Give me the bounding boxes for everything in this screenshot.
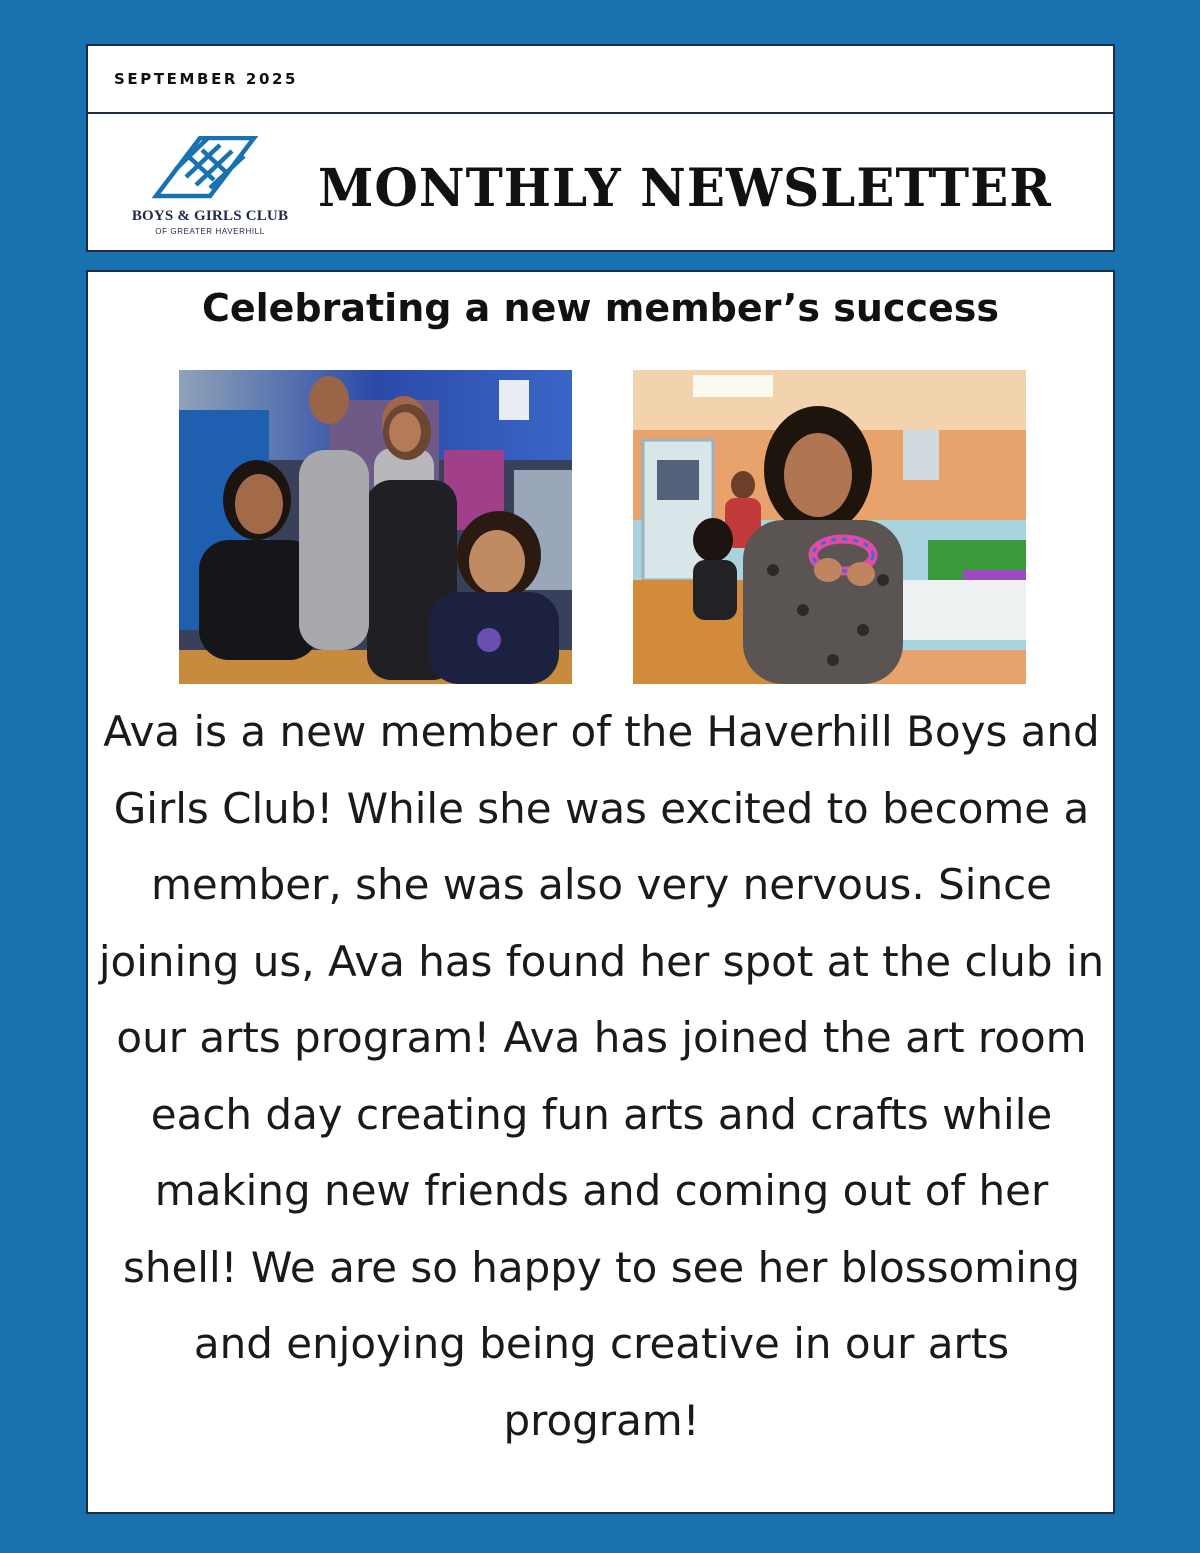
newsletter-header [86, 112, 1115, 252]
club-logo [118, 136, 302, 246]
photo-group-of-kids [179, 370, 572, 684]
date-bar [86, 44, 1115, 114]
newsletter-title: MONTHLY NEWSLETTER [318, 156, 1052, 219]
article-body: Ava is a new member of the Haverhill Boys and Girls Club! While she was excited to become a member, she was also very nervous. Since joining us, Ava has found her spot at the club in our arts program! Ava has joined the art room each day creating fun arts and crafts while making new friends and coming out of her shell! We are so happy to see her blossoming and enjoying being creative in our arts program! [98, 707, 1105, 1445]
club-subtitle: OF GREATER HAVERHILL [155, 227, 265, 236]
newsletter-date: SEPTEMBER 2025 [114, 70, 299, 88]
article-title: Celebrating a new member’s success [201, 286, 1000, 330]
hands-diamond-icon [150, 136, 270, 204]
club-name: BOYS & GIRLS CLUB [131, 208, 289, 224]
article-panel [86, 270, 1115, 1514]
photo-girl-holding-craft [633, 370, 1026, 684]
